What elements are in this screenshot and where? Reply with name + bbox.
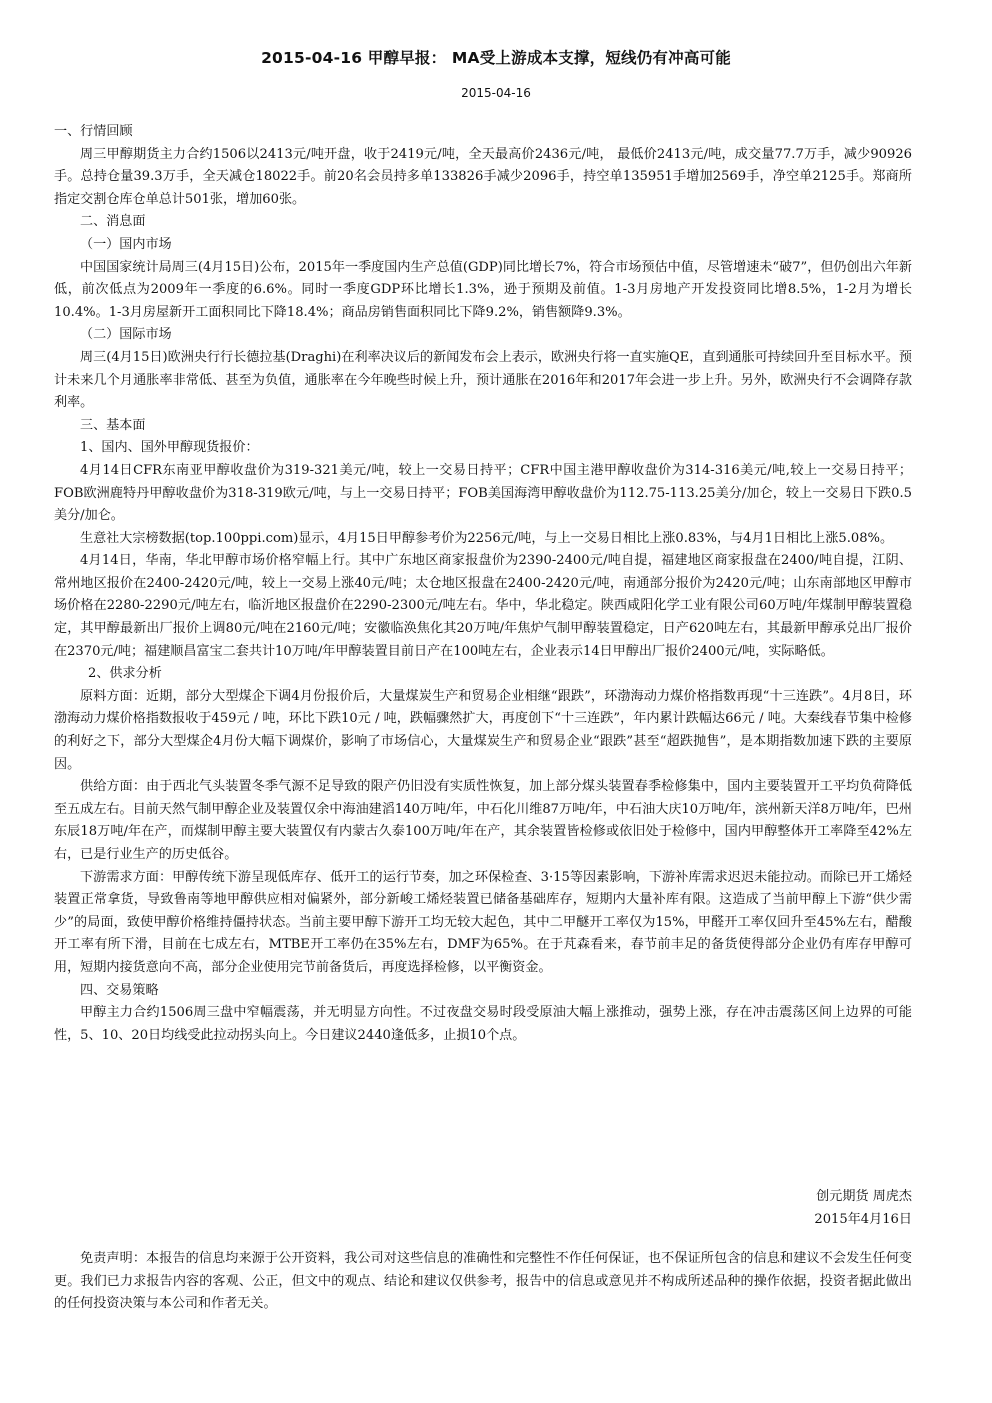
section-heading-market-review: 一、行情回顾 [54,124,133,139]
subheading-domestic-market: （一）国内市场 [80,236,172,252]
paragraph-raw-materials: 原料方面：近期，部分大型煤企下调4月份报价后，大量煤炭生产和贸易企业相继“跟跌”，环渤海动力煤价格指数再现“十三连跌”。4月8日，环渤海动力煤价格指数报收于459元 / 吨，环比下跌10元 / 吨，跌幅骤然扩大，再度创下“十三连跌”，年内累计跌幅达66元 / 吨。大秦线春节集中检修的利好之下，部分大型煤企4月份大幅下调煤价，影响了市场信心，大量煤炭生产和贸易企业“跟跌”甚至“超跌抛售”，是本期指数加速下跌的主要原因。 [54,688,912,772]
section-heading-strategy: 四、交易策略 [80,982,159,998]
signature-author: 创元期货 周虎杰 [816,1189,912,1204]
subheading-supply-demand: 2、供求分析 [88,666,162,682]
paragraph-domestic-spot: 4月14日，华南，华北甲醇市场价格窄幅上行。其中广东地区商家报盘价为2390-2400元/吨自提，福建地区商家报盘在2400/吨自提，江阴、常州地区报价在2400-2420元/吨，较上一交易上涨40元/吨；太仓地区报盘在2400-2420元/吨，南通部分报价为2420元/吨；山东南部地区甲醇市场价格在2280-2290元/吨左右，临沂地区报盘价在2290-2300元/吨左右。华中，华北稳定。陕西咸阳化学工业有限公司60万吨/年煤制甲醇装置稳定，其甲醇最新出厂报价上调80元/吨在2160元/吨；安徽临涣焦化其20万吨/年焦炉气制甲醇装置稳定，日产620吨左右，其最新甲醇承兑出厂报价在2370元/吨；福建顺昌富宝二套共计10万吨/年甲醇装置目前日产在100吨左右，企业表示14日甲醇出厂报价2400元/吨，实际略低。 [54,553,912,659]
subheading-spot-prices: 1、国内、国外甲醇现货报价： [80,440,259,456]
paragraph-market-review: 周三甲醇期货主力合约1506以2413元/吨开盘，收于2419元/吨，全天最高价2436元/吨， 最低价2413元/吨，成交量77.7万手，减少90926手。总持仓量39.3万手，全天减仓18022手。前20名会员持多单133826手减少2096手，持空单135951手增加2569手，净空单2125手。郑商所指定交割仓库仓单总计501张，增加60张。 [54,146,912,207]
paragraph-downstream-demand: 下游需求方面：甲醇传统下游呈现低库存、低开工的运行节奏，加之环保检查、3·15等因素影响，下游补库需求迟迟未能拉动。而除已开工烯烃装置正常拿货，导致鲁南等地甲醇供应相对偏紧外，部分新峻工烯烃装置已储备基础库存，短期内大量补库有限。这造成了当前甲醇上下游“供少需少”的局面，致使甲醇价格维持僵持状态。当前主要甲醇下游开工均无较大起色，其中二甲醚开工率仅为15%，甲醛开工率仅回升至45%左右，醋酸开工率有所下滑，目前在七成左右，MTBE开工率仍在35%左右，DMF为65%。在于芃森看来，春节前丰足的备货使得部分企业仍有库存甲醇可用，短期内接货意向不高，部分企业使用完节前备货后，再度选择检修，以平衡资金。 [54,869,912,975]
paragraph-strategy: 甲醇主力合约1506周三盘中窄幅震荡，并无明显方向性。不过夜盘交易时段受原油大幅上涨推动，强势上涨，存在冲击震荡区间上边界的可能性，5、10、20日均线受此拉动拐头向上。今日建议2440逢低多，止损10个点。 [54,1005,912,1043]
paragraph-domestic-market: 中国国家统计局周三(4月15日)公布，2015年一季度国内生产总值(GDP)同比增长7%，符合市场预估中值，尽管增速未“破7”，但仍创出六年新低，前次低点为2009年一季度的6.6%。同时一季度GDP环比增长1.3%，逊于预期及前值。1-3月房地产开发投资同比增8.5%，1-2月为增长10.4%。1-3月房屋新开工面积同比下降18.4%；商品房销售面积同比下降9.2%，销售额降9.3%。 [54,259,912,320]
paragraph-supply: 供给方面：由于西北气头装置冬季气源不足导致的限产仍旧没有实质性恢复，加上部分煤头装置春季检修集中，国内主要装置开工平均负荷降低至五成左右。目前天然气制甲醇企业及装置仅余中海油建滔140万吨/年，中石化川维87万吨/年，中石油大庆10万吨/年，滨州新天洋8万吨/年，巴州东辰18万吨/年在产，而煤制甲醇主要大装置仅有内蒙古久泰100万吨/年在产，其余装置皆检修或依旧处于检修中，国内甲醇整体开工率降至42%左右，已是行业生产的历史低谷。 [54,779,912,862]
disclaimer: 免责声明：本报告的信息均来源于公开资料，我公司对这些信息的准确性和完整性不作任何保证，也不保证所包含的信息和建议不会发生任何变更。我们已力求报告内容的客观、公正，但文中的观点、结论和建议仅供参考，报告中的信息或意见并不构成所述品种的操作依据，投资者据此做出的任何投资决策与本公司和作者无关。 [54,1251,912,1312]
signature-date: 2015年4月16日 [814,1212,912,1227]
paragraph-international-market: 周三(4月15日)欧洲央行行长德拉基(Draghi)在利率决议后的新闻发布会上表示，欧洲央行将一直实施QE，直到通胀可持续回升至目标水平。预计未来几个月通胀率非常低、甚至为负值，通胀率在今年晚些时候上升，预计通胀在2016年和2017年会进一步上升。另外，欧洲央行不会调降存款利率。 [54,349,912,411]
report-date: 2015-04-16 [461,86,531,100]
section-heading-news: 二、消息面 [80,214,146,230]
subheading-international-market: （二）国际市场 [80,327,172,343]
report-title: 2015-04-16 甲醇早报： MA受上游成本支撑，短线仍有冲高可能 [261,49,731,67]
paragraph-international-spot: 4月14日CFR东南亚甲醇收盘价为319-321美元/吨，较上一交易日持平；CFR中国主港甲醇收盘价为314-316美元/吨,较上一交易日持平；FOB欧洲鹿特丹甲醇收盘价为318-319欧元/吨，与上一交易日持平；FOB美国海湾甲醇收盘价为112.75-113.25美分/加仑，较上一交易日下跌0.5美分/加仑。 [54,462,912,524]
section-heading-fundamentals: 三、基本面 [80,417,146,433]
paragraph-reference-price: 生意社大宗榜数据(top.100ppi.com)显示，4月15日甲醇参考价为2256元/吨，与上一交易日相比上涨0.83%，与4月1日相比上涨5.08%。 [80,530,894,546]
report-body [54,121,912,1047]
